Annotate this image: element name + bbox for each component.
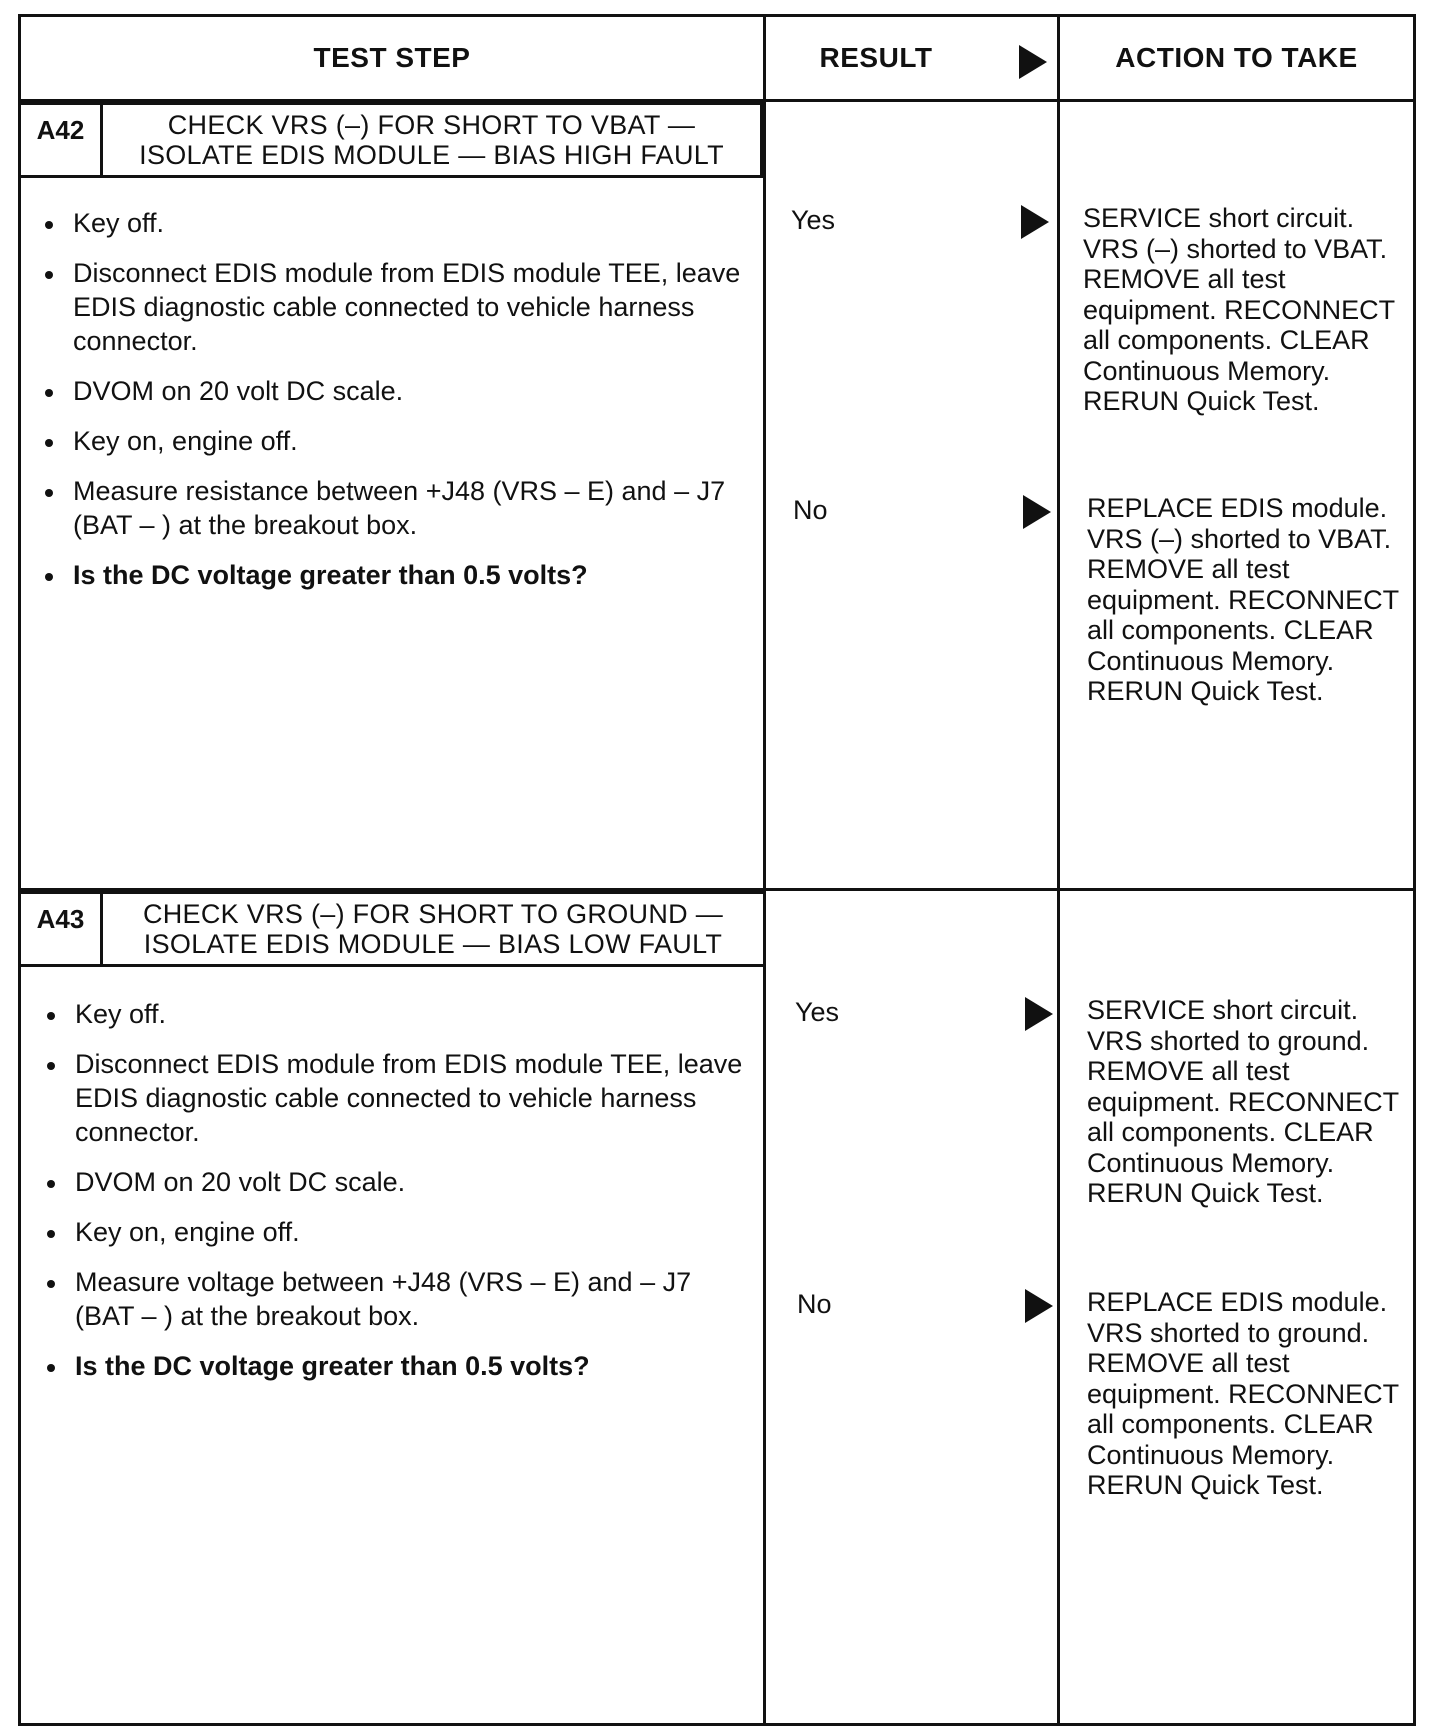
header-test-step: TEST STEP: [313, 42, 471, 73]
instruction-item: Measure resistance between +J48 (VRS – E) and – J7 (BAT – ) at the breakout box.: [43, 474, 743, 542]
step-title-line: ISOLATE EDIS MODULE — BIAS HIGH FAULT: [139, 140, 724, 170]
instruction-question: Is the DC voltage greater than 0.5 volts?: [43, 558, 743, 592]
instruction-item: Measure voltage between +J48 (VRS – E) and – J7 (BAT – ) at the breakout box.: [45, 1265, 745, 1333]
arrow-icon: [1025, 997, 1053, 1031]
result-yes: Yes: [795, 997, 840, 1027]
instruction-item: Key off.: [43, 206, 743, 240]
instruction-item: Key on, engine off.: [43, 424, 743, 458]
action-no: REPLACE EDIS module. VRS shorted to ground. REMOVE all test equipment. RECONNECT all components. CLEAR Continuous Memory. RERUN Quick Test.: [1087, 1287, 1399, 1500]
result-yes: Yes: [791, 205, 836, 235]
step-id: A42: [21, 105, 103, 175]
arrow-icon: [1023, 495, 1051, 529]
arrow-icon: [1021, 205, 1049, 239]
instruction-item: DVOM on 20 volt DC scale.: [45, 1165, 745, 1199]
step-id: A43: [21, 894, 103, 964]
action-no: REPLACE EDIS module. VRS (–) shorted to VBAT. REMOVE all test equipment. RECONNECT all components. CLEAR Continuous Memory. RERUN Quick Test.: [1087, 493, 1399, 706]
instruction-item: Disconnect EDIS module from EDIS module TEE, leave EDIS diagnostic cable connected to vehicle harness connector.: [45, 1047, 745, 1149]
step-title-line: CHECK VRS (–) FOR SHORT TO GROUND —: [142, 899, 724, 929]
step-header-a42: [21, 102, 763, 178]
column-divider: [1057, 17, 1060, 1723]
step-title-line: ISOLATE EDIS MODULE — BIAS LOW FAULT: [143, 929, 723, 959]
action-yes: SERVICE short circuit. VRS (–) shorted to VBAT. REMOVE all test equipment. RECONNECT all components. CLEAR Continuous Memory. RERUN Quick Test.: [1083, 203, 1395, 416]
step-title: [103, 894, 763, 964]
instruction-item: Disconnect EDIS module from EDIS module TEE, leave EDIS diagnostic cable connected to vehicle harness connector.: [43, 256, 743, 358]
header-action: ACTION TO TAKE: [1115, 42, 1358, 73]
header-arrow-icon: [1019, 45, 1047, 79]
instruction-item: Key on, engine off.: [45, 1215, 745, 1249]
result-no: No: [793, 495, 828, 525]
instruction-item: Key off.: [45, 997, 745, 1031]
step-header-a43: [21, 891, 766, 967]
result-no: No: [797, 1289, 832, 1319]
step-title-line: CHECK VRS (–) FOR SHORT TO VBAT —: [167, 110, 696, 140]
step-title: [103, 105, 760, 175]
step-instructions-a43: [45, 997, 745, 1399]
step-instructions-a42: [43, 206, 743, 608]
arrow-icon: [1025, 1289, 1053, 1323]
diagnostic-table: [18, 14, 1416, 1726]
action-yes: SERVICE short circuit. VRS shorted to ground. REMOVE all test equipment. RECONNECT all components. CLEAR Continuous Memory. RERUN Quick Test.: [1087, 995, 1399, 1208]
header-result: RESULT: [819, 42, 933, 73]
column-divider: [763, 17, 766, 1723]
instruction-item: DVOM on 20 volt DC scale.: [43, 374, 743, 408]
instruction-question: Is the DC voltage greater than 0.5 volts?: [45, 1349, 745, 1383]
